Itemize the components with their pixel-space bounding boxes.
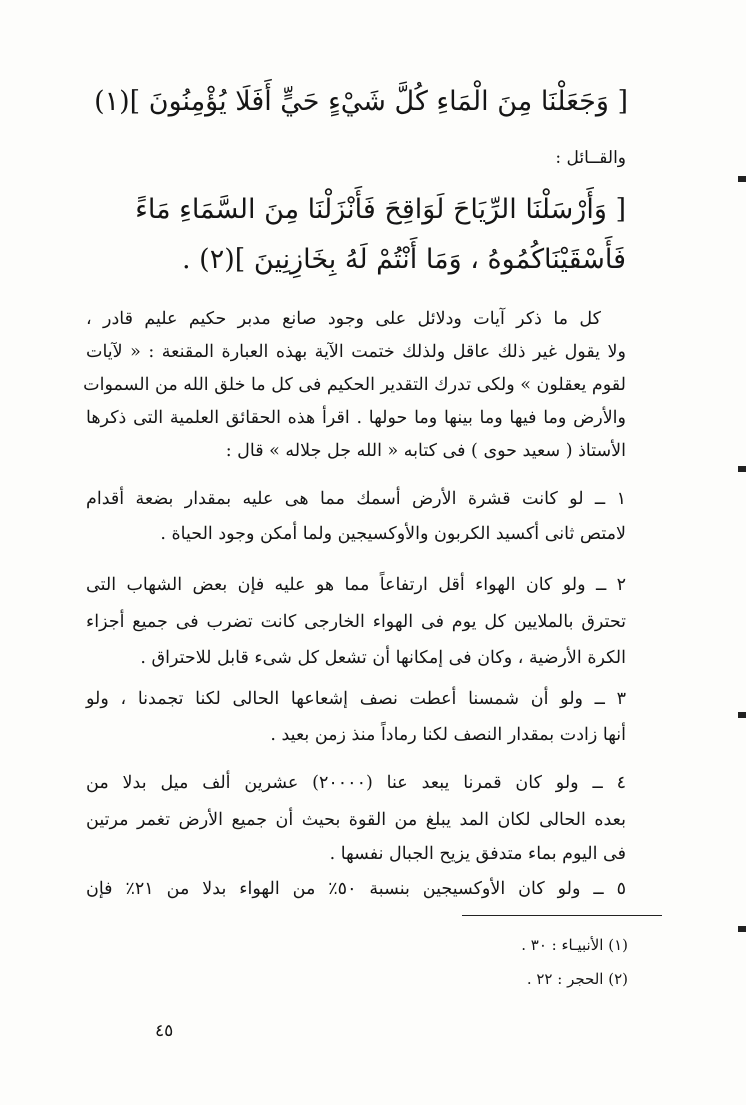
paragraph-line: كل ما ذكر آيات ودلائل على وجود صانع مدبر حكيم عليم قادر ، (86, 309, 601, 329)
scan-edge-mark (738, 926, 746, 932)
fact-line: الكرة الأرضية ، وكان فى إمكانها أن تشعل كل شىء قابل للاحتراق . (140, 648, 626, 668)
paragraph-line: ولا يقول غير ذلك عاقل ولذلك ختمت الآية بهذه العبارة المقنعة : « لآيات (86, 342, 626, 362)
paragraph-line: الأستاذ ( سعيد حوى ) فى كتابه « الله جل جلاله » قال : (225, 441, 626, 461)
quran-verse-line: فَأَسْقَيْنَاكُمُوهُ ، وَمَا أَنْتُمْ لَهُ بِخَازِنِينَ ](٢) . (182, 244, 626, 275)
page-number: ٤٥ (155, 1021, 174, 1041)
fact-line: ١ ــ لو كانت قشرة الأرض أسمك مما هى عليه بمقدار بضعة أقدام (86, 489, 626, 509)
fact-line: ٣ ــ ولو أن شمسنا أعطت نصف إشعاعها الحالى لكنا تجمدنا ، ولو (86, 689, 626, 709)
footnote-divider (462, 915, 662, 916)
fact-line: لامتص ثانى أكسيد الكربون والأوكسيجين ولما أمكن وجود الحياة . (160, 524, 626, 544)
fact-line: تحترق بالملايين كل يوم فى الهواء الخارجى كانت تضرب فى جميع أجزاء (86, 612, 626, 632)
scan-edge-mark (738, 712, 746, 718)
fact-line: أنها زادت بمقدار النصف لكنا رماداً منذ زمن بعيد . (270, 725, 626, 745)
fact-line: فى اليوم بماء متدفق يزيح الجبال نفسها . (329, 844, 626, 864)
quran-verse-line: [ وَجَعَلْنَا مِنَ الْمَاءِ كُلَّ شَيْءٍ حَيٍّ أَفَلَا يُؤْمِنُونَ ](١) (94, 86, 628, 117)
quran-verse-line: [ وَأَرْسَلْنَا الرِّيَاحَ لَوَاقِحَ فَأَنْزَلْنَا مِنَ السَّمَاءِ مَاءً (135, 194, 626, 225)
fact-line: ٢ ــ ولو كان الهواء أقل ارتفاعاً مما هو عليه فإن بعض الشهاب التى (86, 575, 626, 595)
scan-edge-mark (738, 176, 746, 182)
paragraph-line: والأرض وما فيها وما بينها وما حولها . اقرأ هذه الحقائق العلمية التى ذكرها (86, 408, 626, 428)
footnote: (١) الأنبيـاء : ٣٠ . (521, 936, 628, 954)
fact-line: بعده الحالى لكان المد يبلغ من القوة بحيث أن جميع الأرض تغمر مرتين (86, 810, 626, 830)
speaker-label: والقــائل : (555, 148, 626, 168)
scan-edge-mark (738, 466, 746, 472)
fact-line: ٤ ــ ولو كان قمرنا يبعد عنا (٢٠٠٠٠) عشرين ألف ميل بدلا من (86, 773, 626, 793)
paragraph-line: لقوم يعقلون » ولكى تدرك التقدير الحكيم فى كل ما خلق الله من السموات (83, 375, 626, 395)
footnote: (٢) الحجر : ٢٢ . (526, 970, 628, 988)
fact-line: ٥ ــ ولو كان الأوكسيجين بنسبة ٥٠٪ من الهواء بدلا من ٢١٪ فإن (86, 879, 626, 899)
